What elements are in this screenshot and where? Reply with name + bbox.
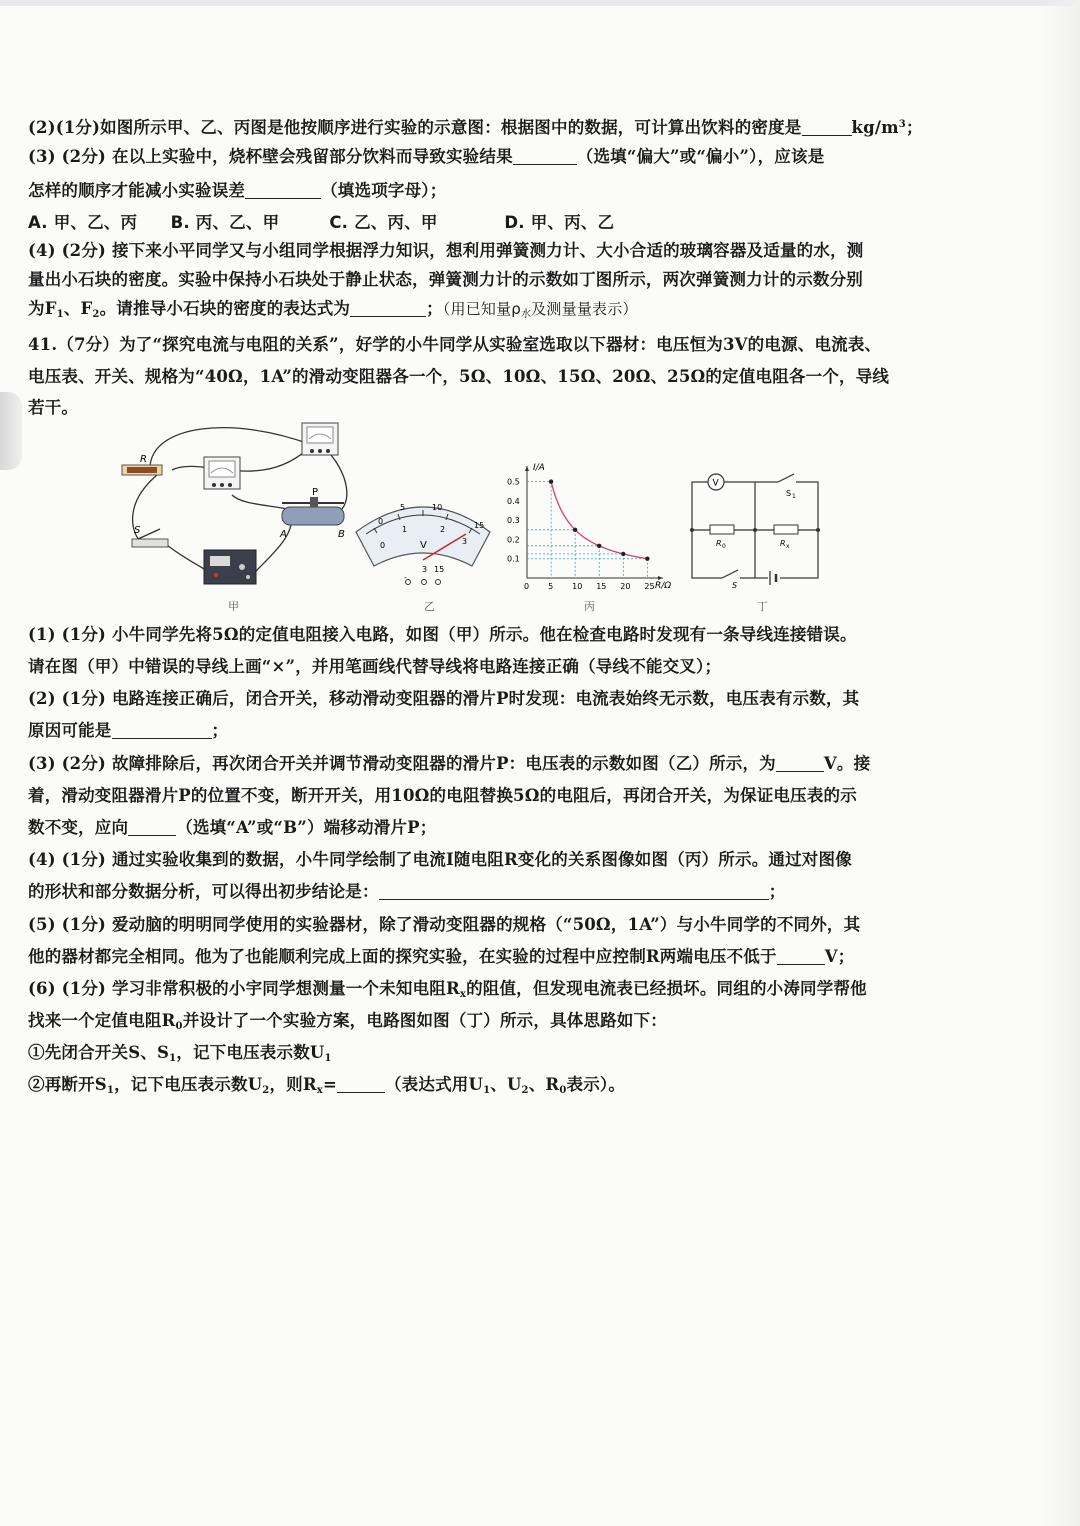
voltmeter bbox=[302, 423, 338, 455]
figure-yi-voltmeter-dial bbox=[352, 488, 494, 588]
q41-2-line1: (2) (1分) 电路连接正确后，闭合开关，移动滑动变阻器的滑片P时发现：电流表始终无示数，电压表有示数，其 bbox=[28, 689, 860, 708]
q41-6-step1: ①先闭合开关S、$S_1$，记下电压表示数$U_1$ bbox=[28, 1043, 332, 1064]
svg-text:10: 10 bbox=[432, 503, 443, 512]
q41-3-line2: 着，滑动变阻器滑片P的位置不变，断开开关，用10Ω的电阻替换5Ω的电阻后，再闭合开关，为保证电压表的示 bbox=[28, 786, 857, 805]
svg-text:V: V bbox=[712, 478, 719, 489]
q41-4-line2: 的形状和部分数据分析，可以得出初步结论是： ； bbox=[28, 882, 786, 901]
chart-y-tick-label: 0.3 bbox=[507, 516, 520, 526]
q41-1-line1: (1) (1分) 小牛同学先将5Ω的定值电阻接入电路，如图（甲）所示。他在检查电路时发现有一条导线连接错误。 bbox=[28, 625, 857, 644]
q41-intro-line2: 电压表、开关、规格为“40Ω，1A”的滑动变阻器各一个，5Ω、10Ω、15Ω、20Ω、25Ω的定值电阻各一个，导线 bbox=[28, 367, 890, 386]
q41-1-line2: 请在图（甲）中错误的导线上画“×”，并用笔画线代替导线将电路连接正确（导线不能交叉）； bbox=[28, 657, 722, 676]
answer-blank[interactable] bbox=[128, 817, 176, 836]
q41-4-line1: (4) (1分) 通过实验收集到的数据，小牛同学绘制了电流I随电阻R变化的关系图像如图（丙）所示。通过对图像 bbox=[28, 850, 852, 869]
answer-blank[interactable] bbox=[513, 146, 577, 165]
chart-point bbox=[597, 544, 601, 548]
q41-2-line2: 原因可能是 ； bbox=[28, 721, 229, 740]
caption-ding: 丁 bbox=[757, 600, 768, 613]
q40-4-line2: 量出小石块的密度。实验中保持小石块处于静止状态，弹簧测力计的示数如丁图所示，两次弹簧测力计的示数分别 bbox=[28, 270, 863, 289]
chart-x-tick-label: 0 bbox=[524, 582, 530, 591]
svg-text:0: 0 bbox=[722, 543, 726, 550]
svg-text:3: 3 bbox=[462, 537, 468, 546]
chart-x-tick-label: 25 bbox=[644, 582, 655, 591]
answer-blank[interactable] bbox=[777, 946, 825, 965]
chart-point bbox=[549, 479, 553, 483]
chart-x-tick-label: 5 bbox=[548, 582, 554, 591]
svg-text:V: V bbox=[420, 540, 427, 551]
svg-text:15: 15 bbox=[474, 521, 485, 530]
q41-5-line2: 他的器材都完全相同。他为了也能顺利完成上面的探究实验，在实验的过程中应控制R两端电压不低于 V； bbox=[28, 947, 855, 966]
q41-3-line3: 数不变，应向 （选填“A”或“B”）端移动滑片P； bbox=[28, 818, 437, 837]
svg-text:0: 0 bbox=[380, 541, 386, 550]
chart-x-tick-label: 10 bbox=[572, 582, 583, 591]
svg-text:P: P bbox=[312, 487, 319, 498]
svg-text:B: B bbox=[338, 529, 345, 540]
figure-jia-circuit bbox=[112, 415, 362, 595]
chart-x-axis-label: R/Ω bbox=[655, 581, 672, 591]
caption-jia: 甲 bbox=[228, 600, 239, 613]
answer-blank[interactable] bbox=[776, 753, 824, 772]
svg-text:x: x bbox=[786, 543, 790, 550]
svg-text:R: R bbox=[716, 539, 722, 548]
q41-3-line1: (3) (2分) 故障排除后，再次闭合开关并调节滑动变阻器的滑片P：电压表的示数如图（乙）所示，为 V。接 bbox=[28, 754, 871, 773]
chart-y-axis-label: I/A bbox=[533, 463, 545, 473]
answer-blank[interactable] bbox=[245, 180, 321, 199]
svg-text:15: 15 bbox=[434, 565, 445, 574]
chart-x-arrow bbox=[658, 576, 663, 580]
scan-top-edge bbox=[0, 0, 1080, 6]
answer-blank[interactable] bbox=[350, 298, 426, 317]
q41-6-line2: 找来一个定值电阻$R_0$并设计了一个实验方案，电路图如图（丁）所示，具体思路如下： bbox=[28, 1011, 667, 1032]
svg-text:3: 3 bbox=[422, 565, 428, 574]
q40-3-line2: 怎样的顺序才能减小实验误差 （填选项字母）； bbox=[28, 181, 447, 200]
q41-6-step2: ②再断开$S_1$，记下电压表示数$U_2$，则$R_x=$ （表达式用$U_1$、$U_2$、$R_0$表示）。 bbox=[28, 1075, 626, 1096]
resistor-r bbox=[122, 454, 162, 475]
svg-text:R: R bbox=[140, 454, 147, 465]
resistor-rx-symbol bbox=[774, 525, 798, 534]
power-supply bbox=[204, 550, 256, 584]
svg-text:-: - bbox=[404, 573, 407, 582]
chart-y-tick-label: 0.5 bbox=[507, 477, 520, 487]
chart-y-tick-label: 0.2 bbox=[507, 535, 520, 545]
caption-yi: 乙 bbox=[424, 600, 435, 613]
svg-text:2: 2 bbox=[440, 525, 446, 534]
svg-text:5: 5 bbox=[400, 503, 406, 512]
answer-blank[interactable] bbox=[802, 117, 852, 136]
q40-3-line1: (3) (2分) 在以上实验中，烧杯壁会残留部分饮料而导致实验结果 （选填“偏大”或“偏小”），应该是 bbox=[28, 147, 825, 166]
q40-4-line1: (4) (2分) 接下来小平同学又与小组同学根据浮力知识，想利用弹簧测力计、大小合适的玻璃容器及适量的水，测 bbox=[28, 241, 864, 260]
q40-2-line: (2)(1分)如图所示甲、乙、丙图是他按顺序进行实验的示意图：根据图中的数据，可计算出饮料的密度是 $kg/m^3$； bbox=[28, 118, 923, 137]
q40-3-options: A. 甲、乙、丙 B. 丙、乙、甲 C. 乙、丙、甲 D. 甲、丙、乙 bbox=[28, 213, 615, 232]
figure-ding-circuit-diagram bbox=[688, 470, 823, 590]
svg-text:R: R bbox=[780, 539, 786, 548]
q41-6-line1: (6) (1分) 学习非常积极的小宇同学想测量一个未知电阻$R_x$的阻值，但发现电流表已经损坏。同组的小涛同学帮他 bbox=[28, 979, 867, 1000]
chart-y-arrow bbox=[525, 466, 529, 471]
resistor-r0-symbol bbox=[710, 525, 734, 534]
svg-text:1: 1 bbox=[792, 493, 796, 500]
svg-text:S: S bbox=[134, 525, 141, 536]
caption-bing: 丙 bbox=[584, 600, 595, 613]
ammeter bbox=[204, 457, 240, 489]
chart-point bbox=[645, 557, 649, 561]
q41-intro-line3: 若干。 bbox=[28, 398, 79, 417]
q40-4-line3: 为$F_1$、$F_2$。请推导小石块的密度的表达式为 ；（用已知量$\rho_水$及测量量表示） bbox=[28, 299, 638, 320]
figure-bing-ir-chart bbox=[505, 460, 680, 592]
chart-x-tick-label: 20 bbox=[620, 582, 631, 591]
svg-text:S: S bbox=[786, 489, 792, 498]
chart-y-tick-label: 0.1 bbox=[507, 554, 520, 564]
q41-5-line1: (5) (1分) 爱动脑的明明同学使用的实验器材，除了滑动变阻器的规格（“50Ω，1A”）与小牛同学的不同外，其 bbox=[28, 915, 861, 934]
chart-point bbox=[621, 552, 625, 556]
side-pull-tab[interactable] bbox=[0, 392, 22, 470]
switch-s bbox=[132, 525, 168, 547]
chart-y-tick-label: 0.4 bbox=[507, 496, 520, 506]
svg-text:S: S bbox=[732, 581, 738, 590]
svg-text:0: 0 bbox=[378, 517, 384, 526]
answer-blank[interactable] bbox=[112, 720, 212, 739]
answer-blank[interactable] bbox=[379, 881, 769, 900]
q41-intro-line1: 41.（7分）为了“探究电流与电阻的关系”，好学的小牛同学从实验室选取以下器材：电压恒为3V的电源、电流表、 bbox=[28, 335, 882, 354]
svg-text:1: 1 bbox=[402, 525, 408, 534]
chart-point bbox=[573, 528, 577, 532]
svg-text:A: A bbox=[280, 529, 287, 540]
answer-blank[interactable] bbox=[337, 1074, 385, 1093]
chart-x-tick-label: 15 bbox=[596, 582, 607, 591]
